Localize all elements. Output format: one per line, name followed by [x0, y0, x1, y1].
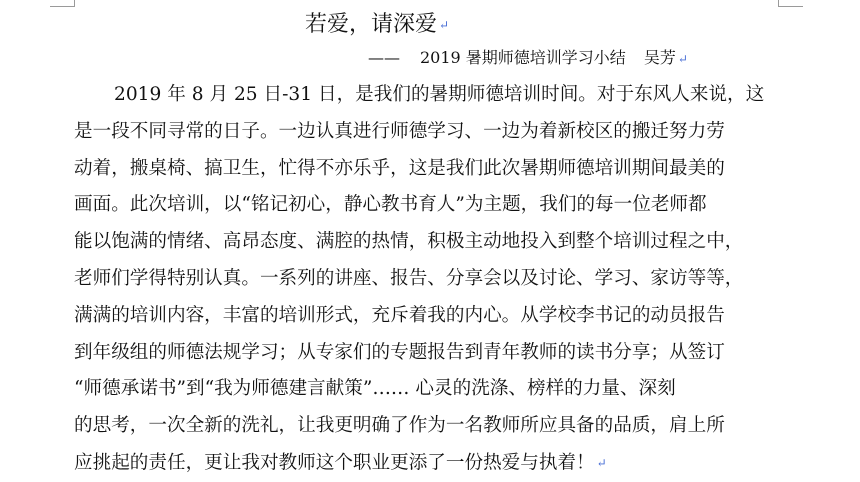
paragraph-mark-icon: ↵ — [439, 18, 450, 32]
paragraph-line: 是一段不同寻常的日子。一边认真进行师德学习、一边为着新校区的搬迁努力劳 — [74, 120, 725, 142]
paragraph-line: 到年级组的师德法规学习；从专家们的专题报告到青年教师的读书分享；从签订 — [74, 341, 725, 363]
title-text: 若爱，请深爱 — [305, 12, 438, 37]
paragraph-line: 2019 年 8 月 25 日-31 日，是我们的暑期师德培训时间。对于东风人来说，这 — [114, 84, 765, 105]
paragraph-mark-icon: ↵ — [596, 455, 607, 470]
paragraph-line: “师德承诺书”到“我为师德建言献策”…… 心灵的洗涤、榜样的力量、深刻 — [74, 378, 676, 400]
paragraph-line-text: 应挑起的责任，更让我对教师这个职业更添了一份热爱与执着！ — [74, 452, 595, 474]
paragraph-mark-icon: ↵ — [677, 51, 688, 66]
paragraph-line: 画面。此次培训，以“铭记初心，静心教书育人”为主题，我们的每一位老师都 — [74, 194, 707, 216]
paragraph-line-last — [74, 445, 774, 482]
paragraph-line: 的思考，一次全新的洗礼，让我更明确了作为一名教师所应具备的品质，肩上所 — [74, 415, 725, 437]
paragraph-line: 动着，搬桌椅、搞卫生，忙得不亦乐乎，这是我们此次暑期师德培训期间最美的 — [74, 157, 725, 179]
paragraph-line: 满满的培训内容，丰富的培训形式，充斥着我的内心。从学校李书记的动员报告 — [74, 304, 725, 326]
subtitle-text: 2019 暑期师德培训学习小结 — [420, 48, 626, 67]
paragraph-line: 能以饱满的情绪、高昂态度、满腔的热情，积极主动地投入到整个培训过程之中， — [74, 231, 744, 253]
document-subtitle[interactable] — [368, 46, 688, 71]
paragraph-line: 老师们学得特别认真。一系列的讲座、报告、分享会以及讨论、学习、家访等等， — [74, 267, 744, 289]
subtitle-dash: —— — [368, 48, 400, 67]
document-title[interactable] — [305, 10, 449, 40]
margin-corner-mark-left — [50, 0, 75, 7]
margin-corner-mark-right — [778, 0, 803, 7]
body-paragraph[interactable] — [74, 77, 774, 482]
author-name: 吴芳 — [643, 48, 676, 67]
